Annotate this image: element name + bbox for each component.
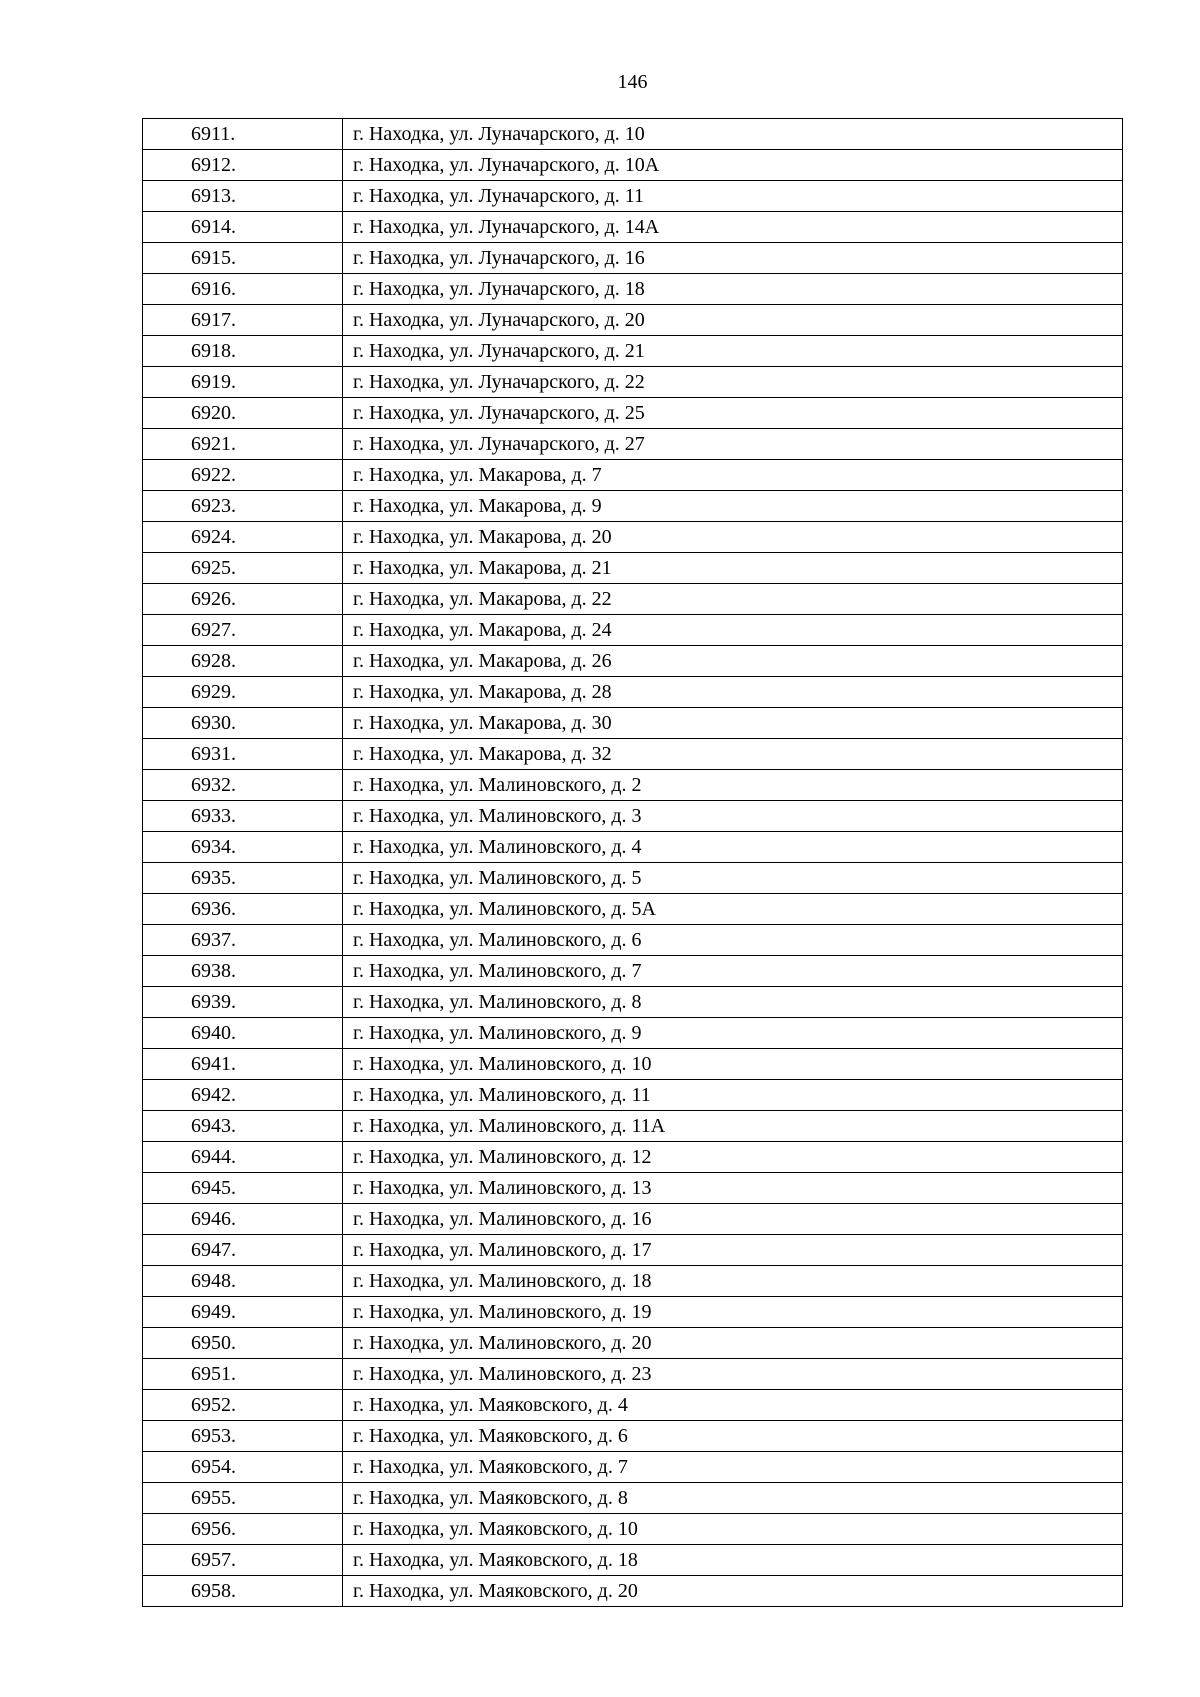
table-row: [143, 739, 1123, 770]
table-row: [143, 801, 1123, 832]
row-number-cell: 6913.: [143, 181, 343, 212]
table-row: [143, 1235, 1123, 1266]
table-row: [143, 615, 1123, 646]
row-number-cell: 6958.: [143, 1576, 343, 1607]
row-number-cell: 6914.: [143, 212, 343, 243]
row-number-cell: 6936.: [143, 894, 343, 925]
row-number-cell: 6937.: [143, 925, 343, 956]
table-row: [143, 1359, 1123, 1390]
address-cell: г. Находка, ул. Малиновского, д. 23: [343, 1359, 1123, 1390]
table-row: [143, 1111, 1123, 1142]
address-cell: г. Находка, ул. Луначарского, д. 18: [343, 274, 1123, 305]
page-number: 146: [617, 71, 648, 93]
table-row: [143, 1483, 1123, 1514]
row-number-cell: 6912.: [143, 150, 343, 181]
row-number-cell: 6941.: [143, 1049, 343, 1080]
table-row: [143, 770, 1123, 801]
address-cell: г. Находка, ул. Макарова, д. 7: [343, 460, 1123, 491]
row-number-cell: 6957.: [143, 1545, 343, 1576]
table-row: [143, 1204, 1123, 1235]
table-row: [143, 1018, 1123, 1049]
table-row: [143, 1514, 1123, 1545]
row-number-cell: 6934.: [143, 832, 343, 863]
row-number-cell: 6930.: [143, 708, 343, 739]
table-row: [143, 956, 1123, 987]
table-row: [143, 305, 1123, 336]
table-row: [143, 522, 1123, 553]
table-row: [143, 708, 1123, 739]
row-number-cell: 6942.: [143, 1080, 343, 1111]
address-cell: г. Находка, ул. Луначарского, д. 14А: [343, 212, 1123, 243]
row-number-cell: 6927.: [143, 615, 343, 646]
table-row: [143, 894, 1123, 925]
row-number-cell: 6916.: [143, 274, 343, 305]
row-number-cell: 6928.: [143, 646, 343, 677]
table-row: [143, 429, 1123, 460]
table-row: [143, 925, 1123, 956]
table-row: [143, 1080, 1123, 1111]
address-cell: г. Находка, ул. Маяковского, д. 8: [343, 1483, 1123, 1514]
table-row: [143, 1576, 1123, 1607]
table-row: [143, 863, 1123, 894]
address-cell: г. Находка, ул. Малиновского, д. 8: [343, 987, 1123, 1018]
table-row: [143, 1545, 1123, 1576]
address-cell: г. Находка, ул. Малиновского, д. 13: [343, 1173, 1123, 1204]
table-row: [143, 243, 1123, 274]
address-cell: г. Находка, ул. Малиновского, д. 6: [343, 925, 1123, 956]
row-number-cell: 6924.: [143, 522, 343, 553]
row-number-cell: 6944.: [143, 1142, 343, 1173]
row-number-cell: 6954.: [143, 1452, 343, 1483]
address-cell: г. Находка, ул. Луначарского, д. 27: [343, 429, 1123, 460]
address-cell: г. Находка, ул. Маяковского, д. 10: [343, 1514, 1123, 1545]
table-row: [143, 553, 1123, 584]
row-number-cell: 6943.: [143, 1111, 343, 1142]
table-row: [143, 677, 1123, 708]
address-cell: г. Находка, ул. Малиновского, д. 19: [343, 1297, 1123, 1328]
table-row: [143, 987, 1123, 1018]
row-number-cell: 6921.: [143, 429, 343, 460]
table-row: [143, 832, 1123, 863]
table-row: [143, 1173, 1123, 1204]
table-row: [143, 212, 1123, 243]
row-number-cell: 6948.: [143, 1266, 343, 1297]
address-table-container: [142, 118, 1122, 1607]
address-table-body: [143, 119, 1123, 1607]
address-cell: г. Находка, ул. Луначарского, д. 10: [343, 119, 1123, 150]
address-cell: г. Находка, ул. Маяковского, д. 18: [343, 1545, 1123, 1576]
address-cell: г. Находка, ул. Малиновского, д. 20: [343, 1328, 1123, 1359]
address-cell: г. Находка, ул. Маяковского, д. 6: [343, 1421, 1123, 1452]
address-cell: г. Находка, ул. Макарова, д. 28: [343, 677, 1123, 708]
address-cell: г. Находка, ул. Малиновского, д. 11А: [343, 1111, 1123, 1142]
table-row: [143, 460, 1123, 491]
row-number-cell: 6946.: [143, 1204, 343, 1235]
table-row: [143, 336, 1123, 367]
table-row: [143, 119, 1123, 150]
address-cell: г. Находка, ул. Луначарского, д. 22: [343, 367, 1123, 398]
table-row: [143, 1421, 1123, 1452]
table-row: [143, 1142, 1123, 1173]
row-number-cell: 6932.: [143, 770, 343, 801]
table-row: [143, 181, 1123, 212]
address-cell: г. Находка, ул. Маяковского, д. 20: [343, 1576, 1123, 1607]
address-cell: г. Находка, ул. Малиновского, д. 16: [343, 1204, 1123, 1235]
row-number-cell: 6911.: [143, 119, 343, 150]
row-number-cell: 6949.: [143, 1297, 343, 1328]
row-number-cell: 6953.: [143, 1421, 343, 1452]
row-number-cell: 6918.: [143, 336, 343, 367]
address-cell: г. Находка, ул. Маяковского, д. 4: [343, 1390, 1123, 1421]
table-row: [143, 367, 1123, 398]
row-number-cell: 6915.: [143, 243, 343, 274]
address-cell: г. Находка, ул. Луначарского, д. 16: [343, 243, 1123, 274]
address-cell: г. Находка, ул. Малиновского, д. 18: [343, 1266, 1123, 1297]
address-cell: г. Находка, ул. Малиновского, д. 12: [343, 1142, 1123, 1173]
address-cell: г. Находка, ул. Макарова, д. 30: [343, 708, 1123, 739]
address-cell: г. Находка, ул. Макарова, д. 26: [343, 646, 1123, 677]
address-cell: г. Находка, ул. Малиновского, д. 5: [343, 863, 1123, 894]
row-number-cell: 6929.: [143, 677, 343, 708]
row-number-cell: 6956.: [143, 1514, 343, 1545]
address-cell: г. Находка, ул. Малиновского, д. 3: [343, 801, 1123, 832]
table-row: [143, 646, 1123, 677]
table-row: [143, 584, 1123, 615]
address-cell: г. Находка, ул. Макарова, д. 21: [343, 553, 1123, 584]
address-cell: г. Находка, ул. Малиновского, д. 4: [343, 832, 1123, 863]
address-cell: г. Находка, ул. Малиновского, д. 9: [343, 1018, 1123, 1049]
address-cell: г. Находка, ул. Луначарского, д. 11: [343, 181, 1123, 212]
row-number-cell: 6939.: [143, 987, 343, 1018]
address-cell: г. Находка, ул. Малиновского, д. 5А: [343, 894, 1123, 925]
row-number-cell: 6951.: [143, 1359, 343, 1390]
address-cell: г. Находка, ул. Малиновского, д. 17: [343, 1235, 1123, 1266]
address-cell: г. Находка, ул. Макарова, д. 24: [343, 615, 1123, 646]
table-row: [143, 1328, 1123, 1359]
row-number-cell: 6935.: [143, 863, 343, 894]
row-number-cell: 6945.: [143, 1173, 343, 1204]
address-cell: г. Находка, ул. Малиновского, д. 2: [343, 770, 1123, 801]
address-cell: г. Находка, ул. Луначарского, д. 20: [343, 305, 1123, 336]
table-row: [143, 1049, 1123, 1080]
row-number-cell: 6933.: [143, 801, 343, 832]
address-cell: г. Находка, ул. Малиновского, д. 10: [343, 1049, 1123, 1080]
row-number-cell: 6940.: [143, 1018, 343, 1049]
row-number-cell: 6955.: [143, 1483, 343, 1514]
table-row: [143, 1297, 1123, 1328]
row-number-cell: 6922.: [143, 460, 343, 491]
row-number-cell: 6931.: [143, 739, 343, 770]
row-number-cell: 6923.: [143, 491, 343, 522]
address-cell: г. Находка, ул. Макарова, д. 9: [343, 491, 1123, 522]
table-row: [143, 398, 1123, 429]
table-row: [143, 274, 1123, 305]
address-cell: г. Находка, ул. Макарова, д. 20: [343, 522, 1123, 553]
row-number-cell: 6925.: [143, 553, 343, 584]
address-cell: г. Находка, ул. Малиновского, д. 11: [343, 1080, 1123, 1111]
address-cell: г. Находка, ул. Малиновского, д. 7: [343, 956, 1123, 987]
row-number-cell: 6917.: [143, 305, 343, 336]
table-row: [143, 150, 1123, 181]
row-number-cell: 6947.: [143, 1235, 343, 1266]
address-cell: г. Находка, ул. Макарова, д. 22: [343, 584, 1123, 615]
row-number-cell: 6938.: [143, 956, 343, 987]
row-number-cell: 6952.: [143, 1390, 343, 1421]
row-number-cell: 6919.: [143, 367, 343, 398]
table-row: [143, 1266, 1123, 1297]
table-row: [143, 1390, 1123, 1421]
row-number-cell: 6920.: [143, 398, 343, 429]
row-number-cell: 6950.: [143, 1328, 343, 1359]
address-cell: г. Находка, ул. Луначарского, д. 21: [343, 336, 1123, 367]
table-row: [143, 491, 1123, 522]
address-cell: г. Находка, ул. Луначарского, д. 10А: [343, 150, 1123, 181]
address-cell: г. Находка, ул. Маяковского, д. 7: [343, 1452, 1123, 1483]
table-row: [143, 1452, 1123, 1483]
address-cell: г. Находка, ул. Луначарского, д. 25: [343, 398, 1123, 429]
address-cell: г. Находка, ул. Макарова, д. 32: [343, 739, 1123, 770]
row-number-cell: 6926.: [143, 584, 343, 615]
address-table: [142, 118, 1123, 1607]
